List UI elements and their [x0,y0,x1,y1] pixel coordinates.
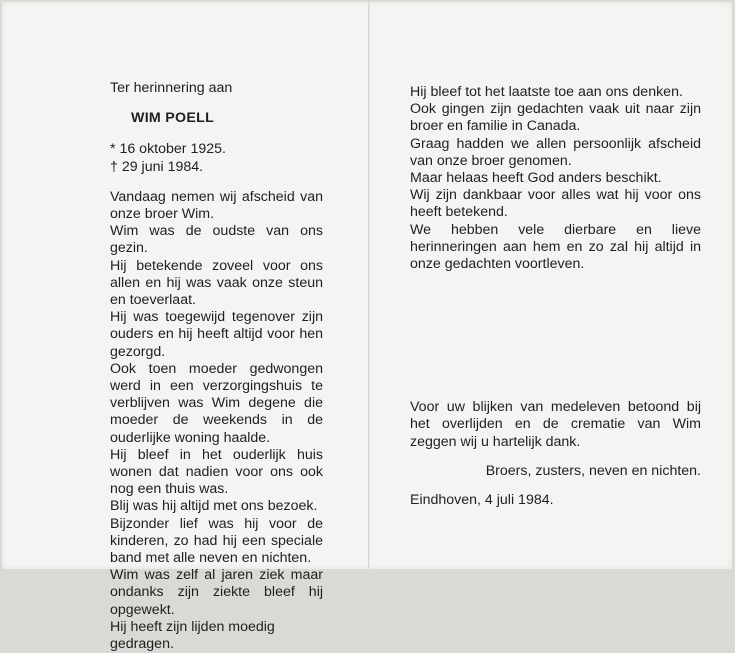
paragraph: Hij was toegewijd tegenover zijn ouders en hij heeft altijd voor hen gezorgd. [110,309,323,360]
paragraph: Graag hadden we allen persoonlijk afscheid van onze broer genomen. [410,135,701,169]
paragraph: Ook toen moeder gedwongen werd in een verzorgingshuis te verblijven was Wim degene die moeder de weekends in de ouderlijke woning haalde. [110,360,323,446]
paragraph: Ook gingen zijn gedachten vaak uit naar zijn broer en familie in Canada. [410,101,701,135]
thanks-note: Voor uw blijken van medeleven betoond bij het overlijden en de crematie van Wim zeggen wij u hartelijk dank. [410,399,701,450]
paragraph: Hij bleef tot het laatste toe aan ons denken. [410,84,683,100]
left-page [110,80,323,653]
spacer [410,273,701,399]
dates [110,141,323,175]
signature: Broers, zusters, neven en nichten. [485,462,701,479]
paragraph: Wim was zelf al jaren ziek maar ondanks zijn ziekte bleef hij opgewekt. [110,567,323,618]
paragraph: We hebben vele dierbare en lieve herinneringen aan hem en zo zal hij altijd in onze gedachten voortleven. [410,221,701,273]
paragraph: Hij heeft zijn lijden moedig gedragen. [110,618,275,653]
intro-line: Ter herinnering aan [110,80,233,96]
place-date: Eindhoven, 4 juli 1984. [410,492,554,509]
right-page [410,84,701,509]
paragraph: Bijzonder lief was hij voor de kinderen, zo had hij een speciale band met alle neven en nichten. [110,515,323,567]
deceased-name: WIM POELL [131,110,215,127]
paragraph: Wim was de oudste van ons gezin. [110,223,323,257]
death-date: † 29 juni 1984. [110,158,204,175]
card-fold [368,2,370,569]
memorial-card [2,2,732,653]
right-text [410,84,701,273]
paragraph: Hij betekende zoveel voor ons allen en hij was vaak onze steun en toeverlaat. [110,257,323,309]
paragraph: Blij was hij altijd met ons bezoek. [110,498,318,515]
birth-date: * 16 oktober 1925. [110,141,226,158]
paragraph: Vandaag nemen wij afscheid van onze broer Wim. [110,188,323,223]
left-text [110,189,323,653]
paragraph: Maar helaas heeft God anders beschikt. [410,170,662,187]
paragraph: Hij bleef in het ouderlijk huis wonen dat nadien voor ons ook nog een thuis was. [110,446,323,498]
paragraph: Wij zijn dankbaar voor alles wat hij voor ons heeft betekend. [410,187,701,221]
